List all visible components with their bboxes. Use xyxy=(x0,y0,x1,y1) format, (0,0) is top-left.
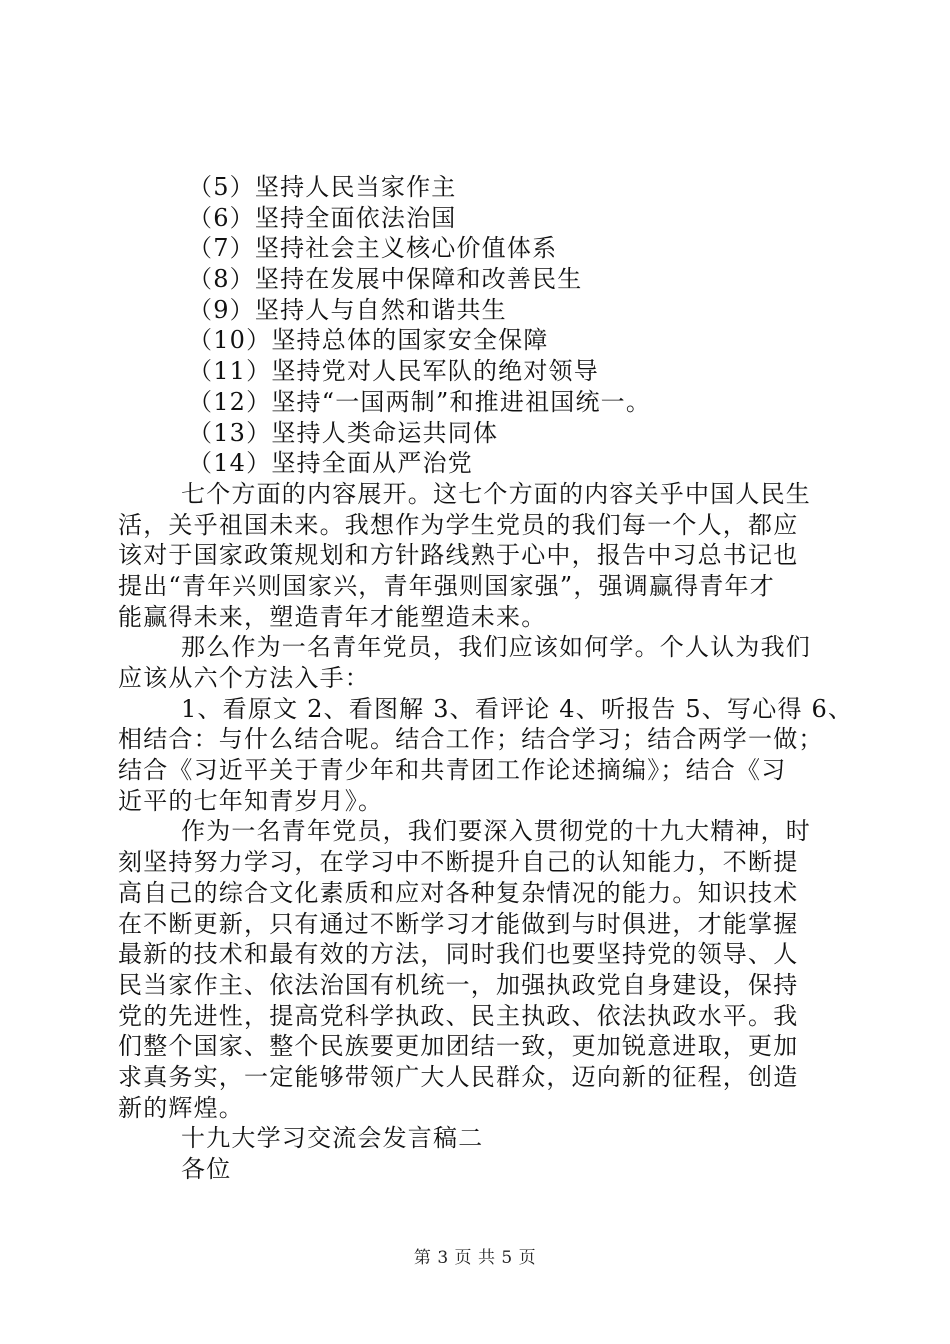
list-item: （12）坚持“一国两制”和推进祖国统一。 xyxy=(188,387,652,416)
paragraph-line: 作为一名青年党员，我们要深入贯彻党的十九大精神，时 xyxy=(181,817,811,846)
heading-line: 十九大学习交流会发言稿二 xyxy=(181,1124,484,1153)
paragraph-seven-aspects xyxy=(118,479,838,632)
list-item: （7）坚持社会主义核心价值体系 xyxy=(188,234,558,263)
paragraph-line: 结合《习近平关于青少年和共青团工作论述摘编》；结合《习 xyxy=(118,756,787,785)
list-item: （10）坚持总体的国家安全保障 xyxy=(188,326,549,355)
paragraph-line: 该对于国家政策规划和方针路线熟于心中，报告中习总书记也 xyxy=(118,541,799,570)
paragraph-young-member xyxy=(118,816,838,1123)
paragraph-line: 七个方面的内容展开。这七个方面的内容关乎中国人民生 xyxy=(181,479,811,508)
paragraph-how-to-learn xyxy=(118,632,838,693)
paragraph-line: 近平的七年知青岁月》。 xyxy=(118,786,384,815)
paragraph-line: 那么作为一名青年党员，我们应该如何学。个人认为我们 xyxy=(181,633,811,662)
paragraph-line: 1、看原文 2、看图解 3、看评论 4、听报告 5、写心得 6、 xyxy=(181,694,854,723)
paragraph-greeting xyxy=(118,1154,838,1185)
paragraph-line: 最新的技术和最有效的方法，同时我们也要坚持党的领导、人 xyxy=(118,940,799,969)
paragraph-line: 各位 xyxy=(181,1155,232,1183)
paragraph-line: 在不断更新，只有通过不断学习才能做到与时俱进，才能掌握 xyxy=(118,909,799,938)
document-body xyxy=(118,172,854,1185)
paragraph-line: 相结合：与什么结合呢。结合工作；结合学习；结合两学一做； xyxy=(118,725,824,754)
paragraph-line: 民当家作主、依法治国有机统一，加强执政党自身建设，保持 xyxy=(118,970,799,999)
paragraph-line: 求真务实，一定能够带领广大人民群众，迈向新的征程，创造 xyxy=(118,1062,799,1091)
page-number-footer: 第 3 页 共 5 页 xyxy=(413,1248,537,1268)
paragraph-line: 党的先进性，提高党科学执政、民主执政、依法执政水平。我 xyxy=(118,1001,799,1030)
paragraph-line: 应该从六个方法入手： xyxy=(118,664,370,692)
list-item: （14）坚持全面从严治党 xyxy=(188,449,473,478)
paragraph-line: 们整个国家、整个民族要更加团结一致，更加锐意进取，更加 xyxy=(118,1032,799,1061)
paragraph-line: 高自己的综合文化素质和应对各种复杂情况的能力。知识技术 xyxy=(118,878,799,907)
paragraph-line: 能赢得未来，塑造青年才能塑造未来。 xyxy=(118,602,547,631)
list-item: （8）坚持在发展中保障和改善民生 xyxy=(188,265,583,294)
paragraph-six-methods xyxy=(118,694,854,817)
list-item: （5）坚持人民当家作主 xyxy=(188,173,457,201)
list-item: （9）坚持人与自然和谐共生 xyxy=(188,295,507,324)
paragraph-line: 新的辉煌。 xyxy=(118,1093,244,1122)
list-item: （6）坚持全面依法治国 xyxy=(188,203,457,232)
section-heading xyxy=(118,1123,838,1154)
paragraph-line: 提出“青年兴则国家兴，青年强则国家强”，强调赢得青年才 xyxy=(118,571,775,600)
paragraph-line: 刻坚持努力学习，在学习中不断提升自己的认知能力，不断提 xyxy=(118,848,799,877)
list-item: （11）坚持党对人民军队的绝对领导 xyxy=(188,357,599,386)
paragraph-line: 活，关乎祖国未来。我想作为学生党员的我们每一个人，都应 xyxy=(118,510,799,539)
list-item: （13）坚持人类命运共同体 xyxy=(188,418,499,447)
